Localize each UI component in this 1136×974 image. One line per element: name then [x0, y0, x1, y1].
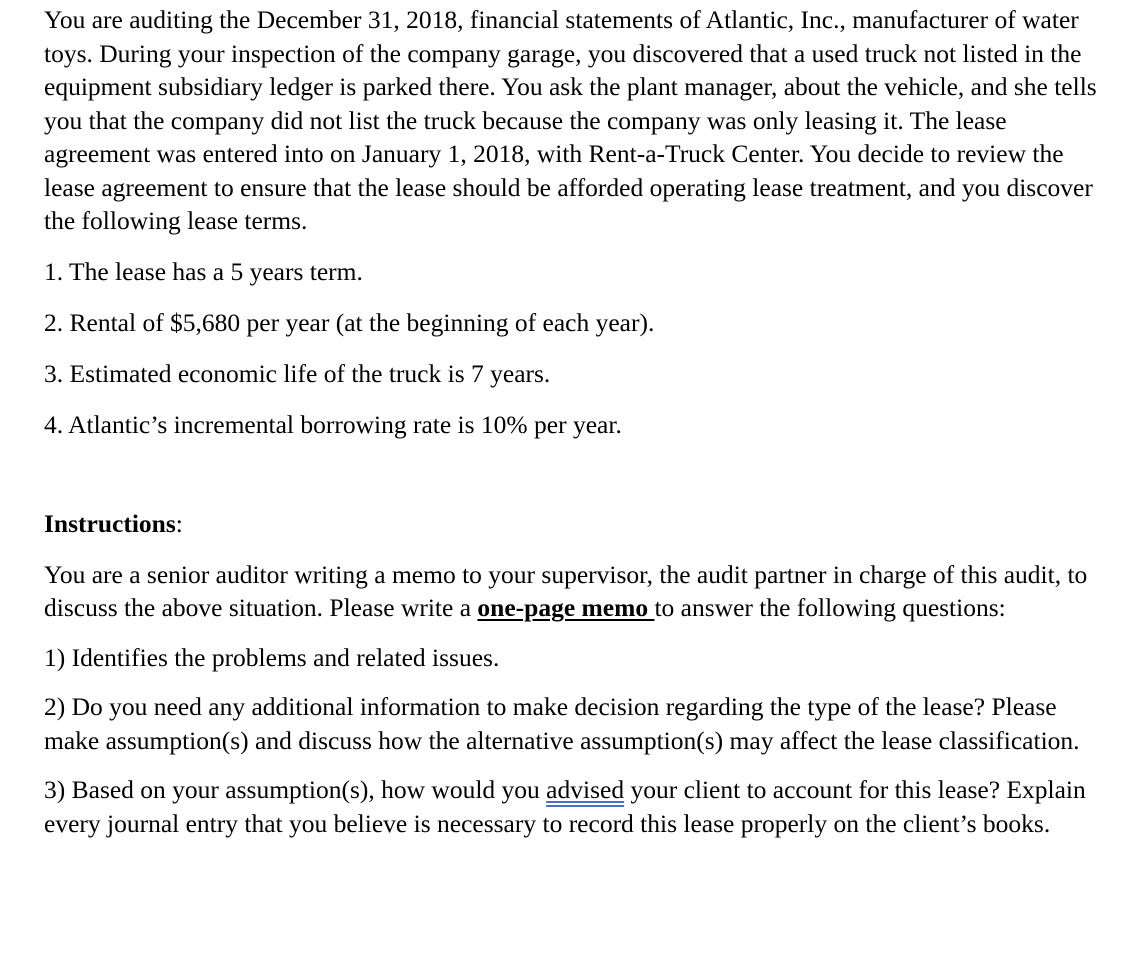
- lease-terms-list: [44, 255, 1104, 442]
- question-2: 2) Do you need any additional information to make decision regarding the type of the lease? Please make assumption(s) and discuss how the alternative assumption(s) may affect the lease classification.: [44, 692, 1080, 755]
- instructions-heading: [44, 507, 1104, 541]
- lease-term-2: 2. Rental of $5,680 per year (at the beginning of each year).: [44, 307, 655, 337]
- instructions-heading-colon: :: [175, 509, 183, 538]
- question-3-text-before: 3) Based on your assumption(s), how would you: [44, 775, 547, 804]
- lease-term-1: 1. The lease has a 5 years term.: [44, 256, 363, 286]
- question-3-text-after: your client to account for this lease? Explain every journal entry that you believe is necessary to record this lease properly on the client’s books.: [44, 775, 1086, 838]
- grammar-flagged-word[interactable]: advised: [546, 775, 625, 804]
- instructions-text-after: to answer the following questions:: [654, 593, 1006, 622]
- question-1: 1) Identifies the problems and related issues.: [44, 642, 500, 672]
- one-page-memo-emphasis: one-page memo: [477, 593, 655, 622]
- instructions-paragraph: [44, 558, 1104, 625]
- question-3: [44, 773, 1104, 840]
- lease-term-4: 4. Atlantic’s incremental borrowing rate is 10% per year.: [44, 409, 622, 439]
- intro-paragraph: You are auditing the December 31, 2018, financial statements of Atlantic, Inc., manufacturer of water toys. During your inspection of the company garage, you discovered that a used truck not listed in the equipment subsidiary ledger is parked there. You ask the plant manager, about the vehicle, and she tells you that the company did not list the truck because the company was only leasing it. The lease agreement was entered into on January 1, 2018, with Rent-a-Truck Center. You decide to review the lease agreement to ensure that the lease should be afforded operating lease treatment, and you discover the following lease terms.: [44, 5, 1097, 235]
- document-body: [44, 3, 1104, 856]
- lease-term-3: 3. Estimated economic life of the truck is 7 years.: [44, 358, 551, 388]
- instructions-heading-text: Instructions: [44, 509, 176, 538]
- instructions-text-before: You are a senior auditor writing a memo to your supervisor, the audit partner in charge of this audit, to discuss the above situation. Please write a: [44, 559, 1088, 622]
